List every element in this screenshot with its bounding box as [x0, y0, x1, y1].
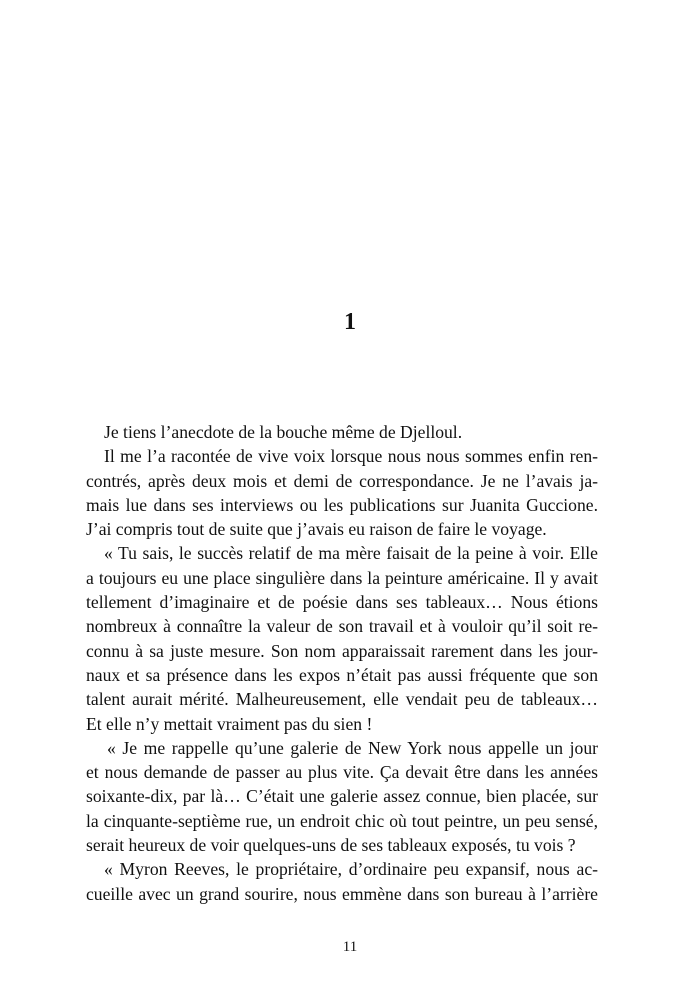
text-line-content: a toujours eu une place singulière dans la peinture américaine. Il y avait: [86, 567, 598, 588]
text-line: [86, 712, 598, 736]
text-line: [86, 469, 598, 493]
text-line: [86, 566, 598, 590]
text-line: [86, 809, 598, 833]
text-line-content: « Je me rappelle qu’une galerie de New York nous appelle un jour: [107, 737, 598, 758]
text-line-content: serait heureux de voir quelques-uns de ses tableaux exposés, tu vois ?: [86, 835, 576, 856]
text-line-content: J’ai compris tout de suite que j’avais eu raison de faire le voyage.: [86, 519, 547, 540]
text-line: [86, 687, 598, 711]
text-line-content: Il me l’a racontée de vive voix lorsque nous nous sommes enfin ren-: [104, 446, 598, 467]
text-line-content: nombreux à connaître la valeur de son travail et à vouloir qu’il soit re-: [86, 616, 598, 637]
text-line-content: connu à sa juste mesure. Son nom apparaissait rarement dans les jour-: [86, 640, 598, 661]
page-number: 11: [342, 939, 358, 955]
text-line: [86, 760, 598, 784]
text-line: [86, 420, 598, 444]
text-line-content: contrés, après deux mois et demi de correspondance. Je ne l’avais ja-: [86, 470, 598, 491]
text-line: [86, 639, 598, 663]
text-line-content: Je tiens l’anecdote de la bouche même de Djelloul.: [104, 422, 463, 442]
text-line-content: « Tu sais, le succès relatif de ma mère faisait de la peine à voir. Elle: [104, 543, 598, 564]
text-line: [86, 517, 598, 541]
text-line-content: cueille avec un grand sourire, nous emmène dans son bureau à l’arrière: [86, 883, 598, 904]
text-line-content: tellement d’imaginaire et de poésie dans ses tableaux… Nous étions: [86, 592, 598, 613]
text-line: [86, 444, 598, 468]
text-line: [86, 493, 598, 517]
text-line-content: mais lue dans ses interviews ou les publications sur Juanita Guccione.: [86, 494, 598, 515]
text-line: [86, 590, 598, 614]
text-line-content: et nous demande de passer au plus vite. Ça devait être dans les années: [86, 762, 598, 783]
text-line: [86, 663, 598, 687]
text-line: [86, 736, 598, 760]
text-line-content: « Myron Reeves, le propriétaire, d’ordinaire peu expansif, nous ac-: [104, 859, 598, 880]
text-line: [86, 614, 598, 638]
text-line: [86, 857, 598, 881]
text-line-content: la cinquante-septième rue, un endroit chic où tout peintre, un peu sensé,: [86, 810, 598, 831]
text-line-content: Et elle n’y mettait vraiment pas du sien !: [86, 713, 373, 734]
text-line: [86, 833, 598, 857]
text-line-content: naux et sa présence dans les expos n’était pas aussi fréquente que son: [86, 664, 598, 685]
chapter-body-text: [86, 420, 598, 906]
text-line-content: talent aurait mérité. Malheureusement, elle vendait peu de tableaux…: [86, 689, 598, 710]
text-line: [86, 541, 598, 565]
chapter-number: 1: [344, 309, 356, 335]
text-line: [86, 882, 598, 906]
text-line-content: soixante-dix, par là… C’était une galerie assez connue, bien placée, sur: [86, 786, 598, 807]
text-line: [86, 784, 598, 808]
